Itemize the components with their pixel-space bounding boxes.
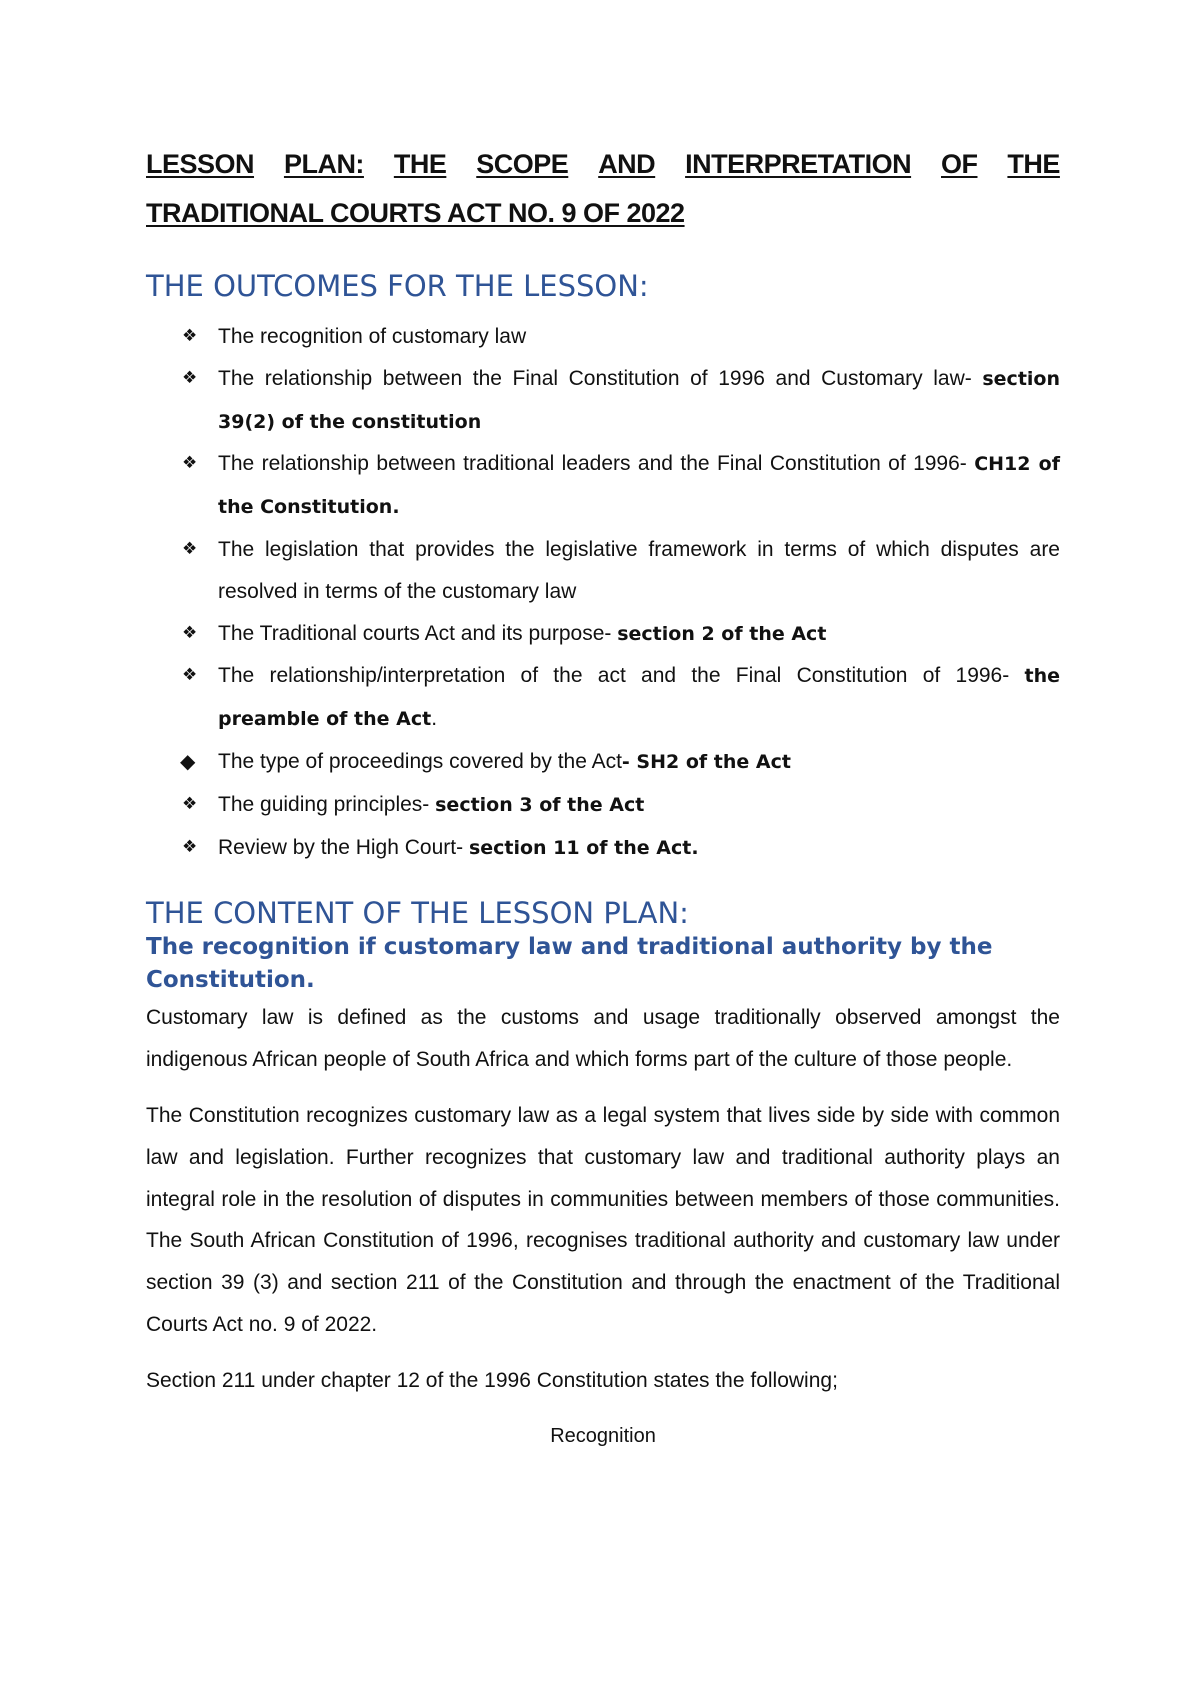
diamond-bullet-icon: ❖ [182,538,198,559]
title-word: INTERPRETATION [685,149,912,179]
list-item [146,529,1060,613]
item-reference: section 11 of the Act. [468,836,699,859]
title-line-2: TRADITIONAL COURTS ACT NO. 9 OF 2022 [146,198,685,228]
body-paragraph: The Constitution recognizes customary law as a legal system that lives side by side with common law and legislation. Further recognizes that customary law and traditional authority plays an integral role in the resolution of disputes in communities between members of those communities. The South African Constitution of 1996, recognises traditional authority and customary law under section 39 (3) and section 211 of the Constitution and through the enactment of the Traditional Courts Act no. 9 of 2022. [146,1103,1060,1336]
list-item [146,316,1060,358]
list-item [146,784,1060,827]
title-word: SCOPE [476,149,569,179]
item-text: The legislation that provides the legislative framework in terms of which disputes are resolved in terms of the customary law [218,537,1060,603]
body-paragraph: Customary law is defined as the customs and usage traditionally observed amongst the indigenous African people of South Africa and which forms part of the culture of those people. [146,1006,1060,1072]
item-text: The Traditional courts Act and its purpose- [218,621,618,645]
diamond-bullet-icon: ❖ [182,665,198,686]
document-title [146,140,1060,238]
diamond-bullet-icon: ❖ [182,622,198,643]
item-text: The relationship between the Final Constitution of 1996 and Customary law- [218,366,972,390]
diamond-bullet-icon: ❖ [182,793,198,814]
list-item [146,613,1060,656]
item-text: The recognition of customary law [218,325,527,348]
diamond-bullet-icon: ❖ [182,453,198,474]
item-text: The relationship between traditional leaders and the Final Constitution of 1996- [218,452,975,476]
item-text: The type of proceedings covered by the Act [218,749,622,773]
solid-diamond-bullet-icon: ◆ [180,748,196,773]
centered-label: Recognition [550,1424,656,1447]
outcomes-list [146,316,1060,869]
list-item [146,655,1060,741]
title-word: THE [1007,149,1060,179]
diamond-bullet-icon: ❖ [182,367,198,388]
title-word: AND [598,149,656,179]
diamond-bullet-icon: ❖ [182,326,198,346]
item-tail: . [431,707,438,731]
item-reference: CH12 of the Constitution. [218,453,1060,519]
item-reference: section 3 of the Act [435,793,645,816]
list-item [146,358,1060,444]
item-text: Review by the High Court- [218,835,469,859]
list-item [146,741,1060,784]
document-page [146,140,1060,1456]
item-text: The relationship/interpretation of the act and the Final Constitution of 1996- [218,664,1025,688]
outcomes-heading: THE OUTCOMES FOR THE LESSON: [146,269,649,303]
title-word: LESSON [146,149,255,179]
item-reference: the preamble of the Act [218,665,1060,731]
item-text: The guiding principles- [218,792,436,816]
content-subheading: The recognition if customary law and traditional authority by the Constitution. [146,934,993,994]
content-heading: THE CONTENT OF THE LESSON PLAN: [146,896,689,931]
title-word: OF [941,149,978,179]
item-reference: section 2 of the Act [617,622,827,645]
body-paragraph: Section 211 under chapter 12 of the 1996 Constitution states the following; [146,1368,838,1392]
item-reference: - SH2 of the Act [621,750,791,773]
content-section [146,895,1060,1455]
title-line-1 [146,140,1060,189]
title-word: THE [393,149,447,179]
list-item [146,443,1060,529]
diamond-bullet-icon: ❖ [182,836,198,857]
title-word: PLAN: [283,149,364,179]
list-item [146,827,1060,870]
item-reference: section 39(2) of the constitution [218,367,1060,433]
